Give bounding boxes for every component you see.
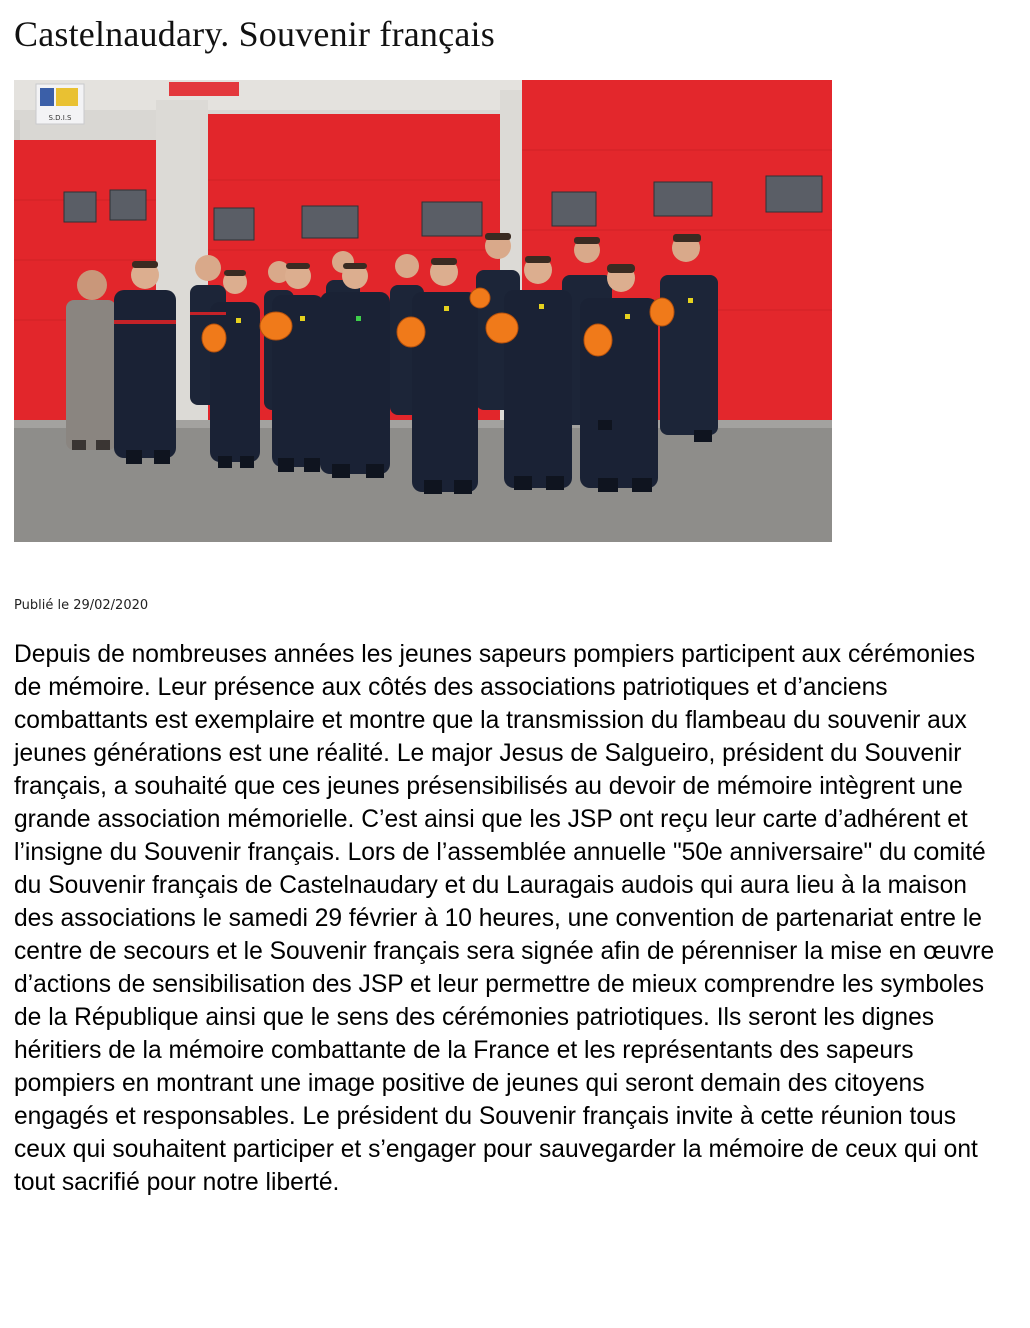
- publication-date: Publié le 29/02/2020: [14, 598, 149, 613]
- article-body: Depuis de nombreuses années les jeunes sapeurs pompiers participent aux cérémonies de mémoire. Leur présence aux côtés des associations patriotiques et d’anciens combattants est exemplaire et montre que la transmission du flambeau du souvenir aux jeunes générations est une réalité. Le major Jesus de Salgueiro, président du Souvenir français, a souhaité que ces jeunes présensibilisés au devoir de mémoire intègrent une grande association mémorielle. C’est ainsi que les JSP ont reçu leur carte d’adhérent et l’insigne du Souvenir français. Lors de l’assemblée annuelle "50e anniversaire" du comité du Souvenir français de Castelnaudary et du Lauragais audois qui aura lieu à la maison des associations le samedi 29 février à 10 heures, une convention de partenariat entre le centre de secours et le Souvenir français sera signée afin de pérenniser la mise en œuvre d’actions de sensibilisation des JSP et leur permettre de mieux comprendre les symboles de la République ainsi que le sens des cérémonies patriotiques. Ils seront les dignes héritiers de la mémoire combattante de la France et les représentants des sapeurs pompiers en montrant une image positive de jeunes qui seront demain des citoyens engagés et responsables. Le président du Souvenir français invite à cette réunion tous ceux qui souhaitent participer et s’engager pour sauvegarder la mémoire de ceux qui ont tout sacrifié pour notre liberté.: [14, 641, 995, 1196]
- photo-firefighters-group: [14, 80, 832, 542]
- sdis-logo-text: S.D.I.S: [48, 114, 72, 122]
- article-title: Castelnaudary. Souvenir français: [14, 14, 495, 54]
- article: [14, 0, 1014, 1196]
- sdis-logo: [36, 84, 84, 124]
- article-photo: [14, 80, 832, 542]
